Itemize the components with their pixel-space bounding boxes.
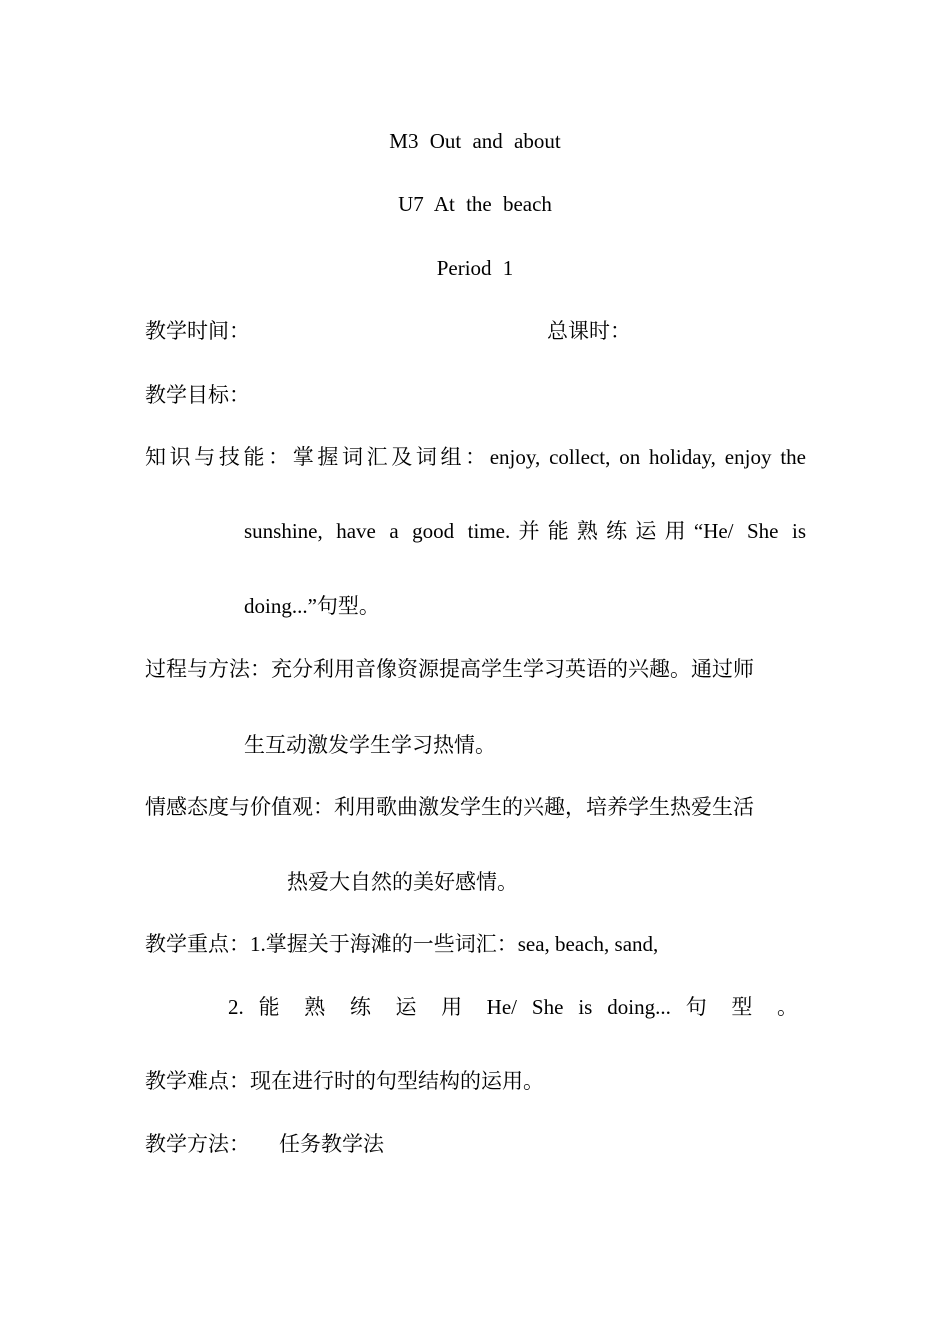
knowledge-skills-line-3: doing...”句型。: [244, 594, 380, 618]
module-title: M3 Out and about: [389, 129, 561, 153]
key-points-line-1: 教学重点：1.掌握关于海滩的一些词汇：sea, beach, sand,: [145, 932, 659, 956]
teaching-time-label: 教学时间：: [145, 319, 250, 343]
objectives-heading: 教学目标：: [145, 383, 250, 407]
difficulty-line: 教学难点：现在进行时的句型结构的运用。: [145, 1069, 544, 1093]
process-method-line-2: 生互动激发学生学习热情。: [244, 733, 496, 757]
knowledge-skills-line-2: sunshine, have a good time.并能熟练运用“He/ She is: [244, 519, 806, 543]
emotion-values-line-2: 热爱大自然的美好感情。: [287, 870, 518, 894]
process-method-line-1: 过程与方法：充分利用音像资源提高学生学习英语的兴趣。通过师: [145, 657, 754, 681]
knowledge-skills-line-1: 知识与技能：掌握词汇及词组：enjoy, collect, on holiday, enjoy the: [145, 445, 806, 469]
method-value: 任务教学法: [279, 1132, 384, 1156]
total-periods-label: 总课时：: [547, 319, 631, 343]
unit-title: U7 At the beach: [398, 192, 552, 216]
key-points-line-2: 2. 能 熟 练 运 用 He/ She is doing... 句 型 。: [228, 995, 798, 1019]
method-label: 教学方法：: [145, 1132, 250, 1156]
period-title: Period 1: [436, 256, 514, 280]
emotion-values-line-1: 情感态度与价值观：利用歌曲激发学生的兴趣，培养学生热爱生活: [145, 795, 754, 819]
